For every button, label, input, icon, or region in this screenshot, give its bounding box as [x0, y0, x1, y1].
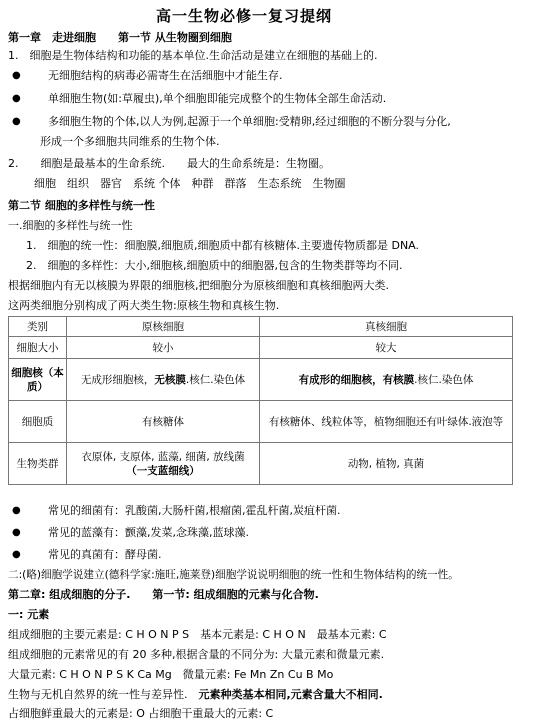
row-label: 生物类群	[9, 443, 67, 485]
bullet-icon: ●	[12, 549, 21, 560]
table-header-row	[9, 317, 513, 337]
table-row	[9, 401, 513, 443]
bullet-icon: ●	[12, 505, 21, 516]
main-elements-line: 组成细胞的主要元素是: C H O N P S 基本元素是: C H O N 最基本元素: C	[8, 628, 387, 641]
bullet-icon: ●	[12, 527, 21, 538]
nucleus-desc: 有成形的细胞核，	[298, 373, 383, 386]
group-list: 衣原体, 支原体, 蓝藻, 细菌, 放线菌	[81, 450, 245, 463]
max-element-line: 占细胞鲜重最大的元素是: O 占细胞干重最大的元素: C	[8, 707, 274, 720]
section-2-sub: 一.细胞的多样性与统一性	[8, 219, 133, 232]
element-count-line: 组成细胞的元素常见的有 20 多种,根据含量的不同分为: 大量元素和微量元素.	[8, 648, 385, 661]
cell-comparison-table	[8, 316, 513, 485]
eukaryote-cell: 较大	[260, 337, 513, 359]
chapter-2-heading	[8, 587, 319, 603]
paragraph-1b: 单细胞生物(如:草履虫),单个细胞即能完成整个的生物体全部生命活动.	[48, 92, 387, 105]
row-label: 细胞质	[9, 401, 67, 443]
page-title: 高一生物必修一复习提纲	[156, 7, 333, 25]
life-system-levels: 细胞 组织 器官 系统 个体 种群 群落 生态系统 生物圈	[34, 177, 346, 190]
chapter-1-heading	[8, 30, 232, 46]
prokaryote-cell	[67, 443, 260, 485]
bullet-icon: ●	[12, 70, 21, 81]
row-label: 细胞核（本质）	[9, 359, 67, 401]
cell-theory-line: 二:(略)细胞学说建立(德科学家:施旺,施莱登)细胞学说说明细胞的统一性和生物体结构的统一性。	[8, 569, 459, 581]
membrane-term: 有核膜	[382, 373, 415, 386]
membrane-term: 无核膜	[154, 373, 186, 386]
unity-difference-bold: 元素种类基本相同,元素含量大不相同.	[198, 688, 383, 701]
fungi-line: 常见的真菌有：酵母菌.	[48, 548, 162, 561]
elements-heading: 一: 元素	[8, 608, 50, 621]
nucleus-desc: 无成形细胞核，	[80, 373, 155, 386]
bacteria-line: 常见的细菌有：乳酸菌,大肠杆菌,根瘤菌,霍乱杆菌,炭疽杆菌.	[48, 504, 341, 517]
prokaryote-cell: 较小	[67, 337, 260, 359]
prokaryote-cell: 有核糖体	[67, 401, 260, 443]
cyanobacteria-line: 常见的蓝藻有：颤藻,发菜,念珠藻,蓝球藻.	[48, 526, 249, 539]
nucleolus-desc: .核仁.染色体	[185, 373, 246, 386]
paragraph-1a: 无细胞结构的病毒必需寄生在活细胞中才能生存.	[48, 69, 283, 82]
unity-difference-text: 生物与无机自然界的统一性与差异性.	[8, 688, 188, 701]
paragraph-1: 1. 细胞是生物体结构和功能的基本单位.生命活动是建立在细胞的基础上的.	[8, 49, 378, 62]
diversity-line: 2. 细胞的多样性：大小,细胞核,细胞质中的细胞器,包含的生物类群等均不同.	[26, 259, 403, 272]
table-header-cell: 原核细胞	[67, 317, 260, 337]
section-2-1-label: 第一节: 组成细胞的元素与化合物.	[152, 588, 319, 601]
paragraph-1c: 多细胞生物的个体,以人为例,起源于一个单细胞:受精卵,经过细胞的不断分裂与分化,	[48, 115, 451, 128]
chapter-1-label: 第一章 走进细胞	[8, 31, 96, 44]
group-note: （一支蓝细线）	[126, 464, 200, 477]
paragraph-2: 2. 细胞是最基本的生命系统. 最大的生命系统是：生物圈。	[8, 157, 330, 170]
two-types-line: 这两类细胞分别构成了两大类生物:原核生物和真核生物.	[8, 299, 280, 312]
table-row	[9, 443, 513, 485]
macro-micro-line: 大量元素: C H O N P S K Ca Mg 微量元素: Fe Mn Zn Cu B Mo	[8, 668, 334, 681]
section-1-label: 第一节 从生物圈到细胞	[118, 31, 232, 44]
section-2-heading: 第二节 细胞的多样性与统一性	[8, 199, 155, 212]
prokaryote-cell	[67, 359, 260, 401]
eukaryote-cell: 动物, 植物, 真菌	[260, 443, 513, 485]
bullet-icon: ●	[12, 116, 21, 127]
classification-line: 根据细胞内有无以核膜为界限的细胞核,把细胞分为原核细胞和真核细胞两大类.	[8, 279, 389, 292]
table-row	[9, 337, 513, 359]
unity-line: 1. 细胞的统一性：细胞膜,细胞质,细胞质中都有核糖体.主要遗传物质都是 DNA.	[26, 239, 420, 252]
row-label: 细胞大小	[9, 337, 67, 359]
eukaryote-cell: 有核糖体、线粒体等，植物细胞还有叶绿体.液泡等	[260, 401, 513, 443]
table-row	[9, 359, 513, 401]
table-header-cell: 类别	[9, 317, 67, 337]
bullet-icon: ●	[12, 93, 21, 104]
nucleolus-desc: .核仁.染色体	[414, 373, 474, 386]
chapter-2-label: 第二章: 组成细胞的分子.	[8, 588, 131, 601]
eukaryote-cell	[260, 359, 513, 401]
unity-difference-line	[8, 687, 383, 703]
paragraph-1c-cont: 形成一个多细胞共同维系的生物个体.	[40, 135, 220, 148]
table-header-cell: 真核细胞	[260, 317, 513, 337]
